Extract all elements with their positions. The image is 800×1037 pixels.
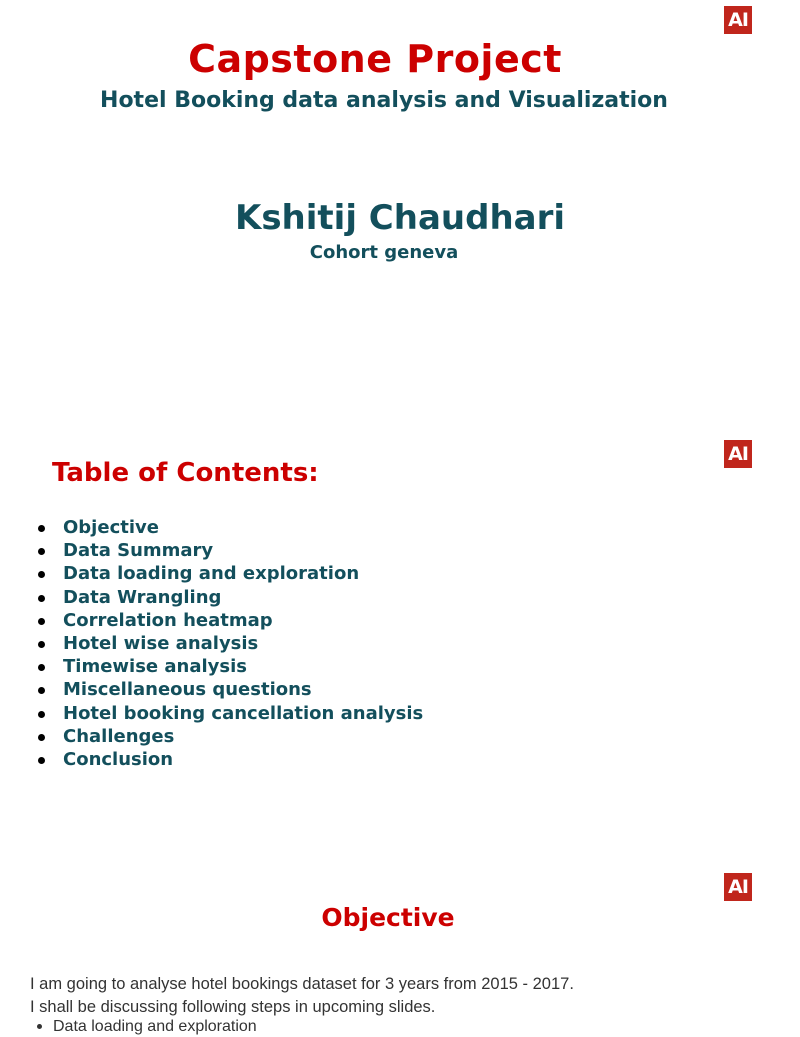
bullet-icon — [38, 595, 45, 602]
bullet-icon — [38, 618, 45, 625]
bullet-icon — [38, 757, 45, 764]
toc-item-label: Timewise analysis — [63, 656, 248, 678]
bullet-icon — [38, 641, 45, 648]
toc-item-label: Challenges — [63, 725, 175, 747]
toc-item — [36, 632, 423, 655]
toc-item-label: Miscellaneous questions — [63, 679, 312, 701]
logo: AI — [724, 873, 752, 901]
toc-item-label: Conclusion — [63, 749, 174, 771]
toc-item-label: Hotel wise analysis — [63, 633, 259, 655]
toc-item — [36, 748, 423, 771]
toc-item — [36, 516, 423, 539]
bullet-icon — [38, 548, 45, 555]
slide-title: Capstone Project — [188, 37, 562, 81]
toc-item-label: Data Wrangling — [63, 586, 222, 608]
objective-sub-item-label: Data loading and exploration — [53, 1018, 257, 1035]
toc-item — [36, 562, 423, 585]
objective-slide — [0, 864, 768, 1035]
toc-slide — [0, 432, 768, 864]
toc-item-label: Hotel booking cancellation analysis — [63, 702, 424, 724]
bullet-icon — [38, 525, 45, 532]
toc-item-label: Objective — [63, 517, 159, 538]
toc-item — [36, 655, 423, 678]
toc-item — [36, 586, 423, 609]
objective-text-line: I am going to analyse hotel bookings dataset for 3 years from 2015 - 2017. — [30, 975, 574, 993]
toc-item — [36, 678, 423, 701]
toc-list — [36, 516, 423, 771]
bullet-icon — [38, 711, 45, 718]
bullet-icon — [38, 571, 45, 578]
toc-item — [36, 702, 423, 725]
bullet-icon — [38, 664, 45, 671]
toc-item-label: Data loading and exploration — [63, 563, 360, 585]
objective-title: Objective — [321, 903, 455, 932]
bullet-icon — [37, 1024, 42, 1029]
title-slide — [0, 0, 768, 432]
toc-title: Table of Contents: — [52, 458, 319, 488]
author-name: Kshitij Chaudhari — [234, 198, 566, 238]
slide-subtitle: Hotel Booking data analysis and Visualization — [100, 88, 668, 113]
objective-sub-item — [37, 1017, 257, 1037]
bullet-icon — [38, 734, 45, 741]
toc-item — [36, 539, 423, 562]
toc-item-label: Correlation heatmap — [63, 609, 273, 631]
bullet-icon — [38, 687, 45, 694]
toc-item — [36, 609, 423, 632]
toc-item — [36, 725, 423, 748]
cohort-label: Cohort geneva — [309, 242, 459, 263]
logo: AI — [724, 440, 752, 468]
toc-item-label: Data Summary — [63, 540, 214, 562]
logo: AI — [724, 6, 752, 34]
objective-text-line: I shall be discussing following steps in upcoming slides. — [30, 998, 436, 1016]
